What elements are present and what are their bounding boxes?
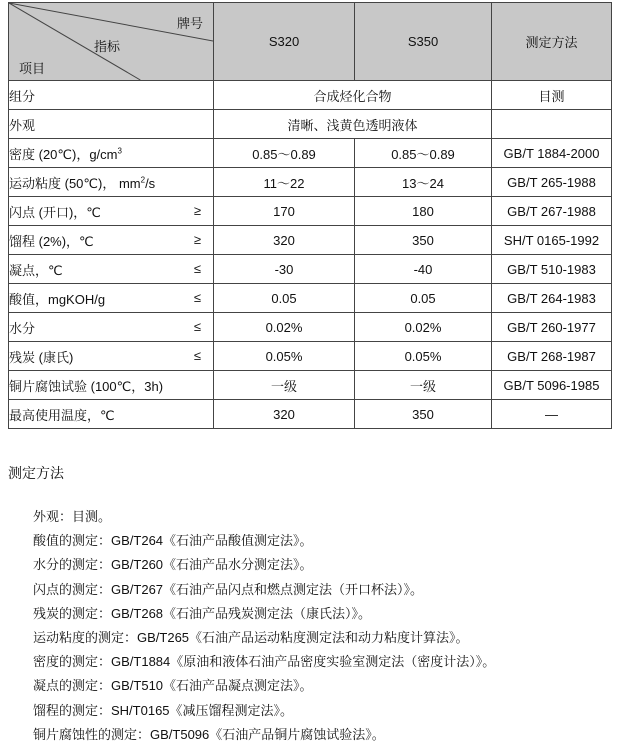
- table-row: [9, 284, 612, 313]
- row-s320-value: 11～22: [214, 168, 355, 197]
- list-item: 密度的测定：GB/T1884《原油和液体石油产品密度实验室测定法（密度计法）》。: [33, 654, 496, 670]
- row-s350-value: 13～24: [355, 168, 492, 197]
- row-s350-value: 180: [355, 197, 492, 226]
- table-header-row: [9, 3, 612, 81]
- row-method: GB/T 260-1977: [492, 313, 612, 342]
- methods-section-title: 测定方法: [8, 465, 64, 481]
- row-merged-value: 合成烃化合物: [214, 81, 492, 110]
- row-method: GB/T 268-1987: [492, 342, 612, 371]
- row-s350-value: 0.05: [355, 284, 492, 313]
- row-s350-value: 0.02%: [355, 313, 492, 342]
- index-label: 指标: [94, 39, 121, 54]
- table-row: [9, 226, 612, 255]
- row-name-text: 运动粘度 (50℃)， mm: [9, 175, 141, 191]
- list-item: 残炭的测定：GB/T268《石油产品残炭测定法（康氏法）》。: [33, 605, 372, 621]
- list-item: 凝点的测定：GB/T510《石油产品凝点测定法》。: [33, 678, 313, 694]
- row-name-cell: [9, 197, 214, 226]
- row-method: GB/T 267-1988: [492, 197, 612, 226]
- header-s350: S350: [355, 3, 492, 81]
- comparator-symbol: ≥: [193, 232, 201, 247]
- table-row: [9, 110, 612, 139]
- row-s350-value: 0.85～0.89: [355, 139, 492, 168]
- row-name: 酸值，mgKOH/g: [9, 291, 106, 307]
- row-method: GB/T 5096-1985: [492, 371, 612, 400]
- table-row: [9, 342, 612, 371]
- comparator-symbol: ≤: [193, 261, 201, 276]
- row-method: GB/T 265-1988: [492, 168, 612, 197]
- row-method: GB/T 1884-2000: [492, 139, 612, 168]
- table-row: [9, 371, 612, 400]
- row-name-cell: [9, 342, 214, 371]
- row-name-cell: [9, 255, 214, 284]
- row-name-cell: [9, 226, 214, 255]
- row-method: GB/T 510-1983: [492, 255, 612, 284]
- row-method: GB/T 264-1983: [492, 284, 612, 313]
- row-s350-value: 一级: [355, 371, 492, 400]
- list-item: 馏程的测定：SH/T0165《减压馏程测定法》。: [33, 702, 294, 718]
- list-item: 铜片腐蚀性的测定：GB/T5096《石油产品铜片腐蚀试验法》。: [33, 726, 385, 742]
- comparator-symbol: ≤: [193, 319, 201, 334]
- row-name: 组分: [9, 81, 214, 110]
- comparator-symbol: ≤: [193, 290, 201, 305]
- row-name-text: 密度 (20℃)，g/cm: [9, 146, 118, 162]
- list-item: 闪点的测定：GB/T267《石油产品闪点和燃点测定法（开口杯法）》。: [33, 581, 424, 597]
- row-merged-value: 清晰、浅黄色透明液体: [214, 110, 492, 139]
- row-name: [9, 168, 214, 197]
- row-name: 凝点，℃: [9, 262, 63, 278]
- row-s320-value: 320: [214, 400, 355, 429]
- row-s350-value: 350: [355, 226, 492, 255]
- table-row: [9, 139, 612, 168]
- spec-table: [8, 2, 612, 429]
- row-s320-value: 0.02%: [214, 313, 355, 342]
- table-row: [9, 313, 612, 342]
- list-item: 水分的测定：GB/T260《石油产品水分测定法》。: [33, 557, 313, 573]
- row-name: 最高使用温度，℃: [9, 400, 214, 429]
- row-name-superscript: 3: [117, 146, 122, 156]
- comparator-symbol: ≥: [193, 203, 201, 218]
- row-s350-value: -40: [355, 255, 492, 284]
- row-s320-value: -30: [214, 255, 355, 284]
- row-method: SH/T 0165-1992: [492, 226, 612, 255]
- row-method: [492, 110, 612, 139]
- row-name-cell: [9, 284, 214, 313]
- list-item: 酸值的测定：GB/T264《石油产品酸值测定法》。: [33, 533, 313, 549]
- comparator-symbol: ≤: [193, 348, 201, 363]
- item-label: 项目: [19, 61, 46, 76]
- row-s320-value: 320: [214, 226, 355, 255]
- methods-list: [33, 505, 495, 747]
- row-name: 闪点 (开口)，℃: [9, 204, 101, 220]
- row-name-suffix: /s: [145, 175, 156, 191]
- list-item: 运动粘度的测定：GB/T265《石油产品运动粘度测定法和动力粘度计算法》。: [33, 629, 469, 645]
- row-s320-value: 一级: [214, 371, 355, 400]
- row-name: 残炭 (康氏): [9, 349, 74, 365]
- table-row: [9, 81, 612, 110]
- row-s320-value: 0.05: [214, 284, 355, 313]
- row-name: 外观: [9, 110, 214, 139]
- table-row: [9, 255, 612, 284]
- header-corner-cell: [9, 3, 214, 81]
- row-s320-value: 0.05%: [214, 342, 355, 371]
- row-s350-value: 0.05%: [355, 342, 492, 371]
- table-row: [9, 400, 612, 429]
- brand-label: 牌号: [176, 16, 203, 31]
- list-item: 外观：目测。: [33, 509, 112, 524]
- row-method: 目测: [492, 81, 612, 110]
- table-row: [9, 168, 612, 197]
- row-name: 铜片腐蚀试验 (100℃，3h): [9, 371, 214, 400]
- header-s320: S320: [214, 3, 355, 81]
- row-method: —: [492, 400, 612, 429]
- row-s320-value: 0.85～0.89: [214, 139, 355, 168]
- row-s350-value: 350: [355, 400, 492, 429]
- row-s320-value: 170: [214, 197, 355, 226]
- row-name: 水分: [9, 320, 36, 336]
- row-name-cell: [9, 313, 214, 342]
- row-name: 馏程 (2%)，℃: [9, 233, 94, 249]
- header-method: 测定方法: [492, 3, 612, 81]
- table-row: [9, 197, 612, 226]
- row-name-superscript: 2: [140, 175, 146, 185]
- row-name: [9, 139, 214, 168]
